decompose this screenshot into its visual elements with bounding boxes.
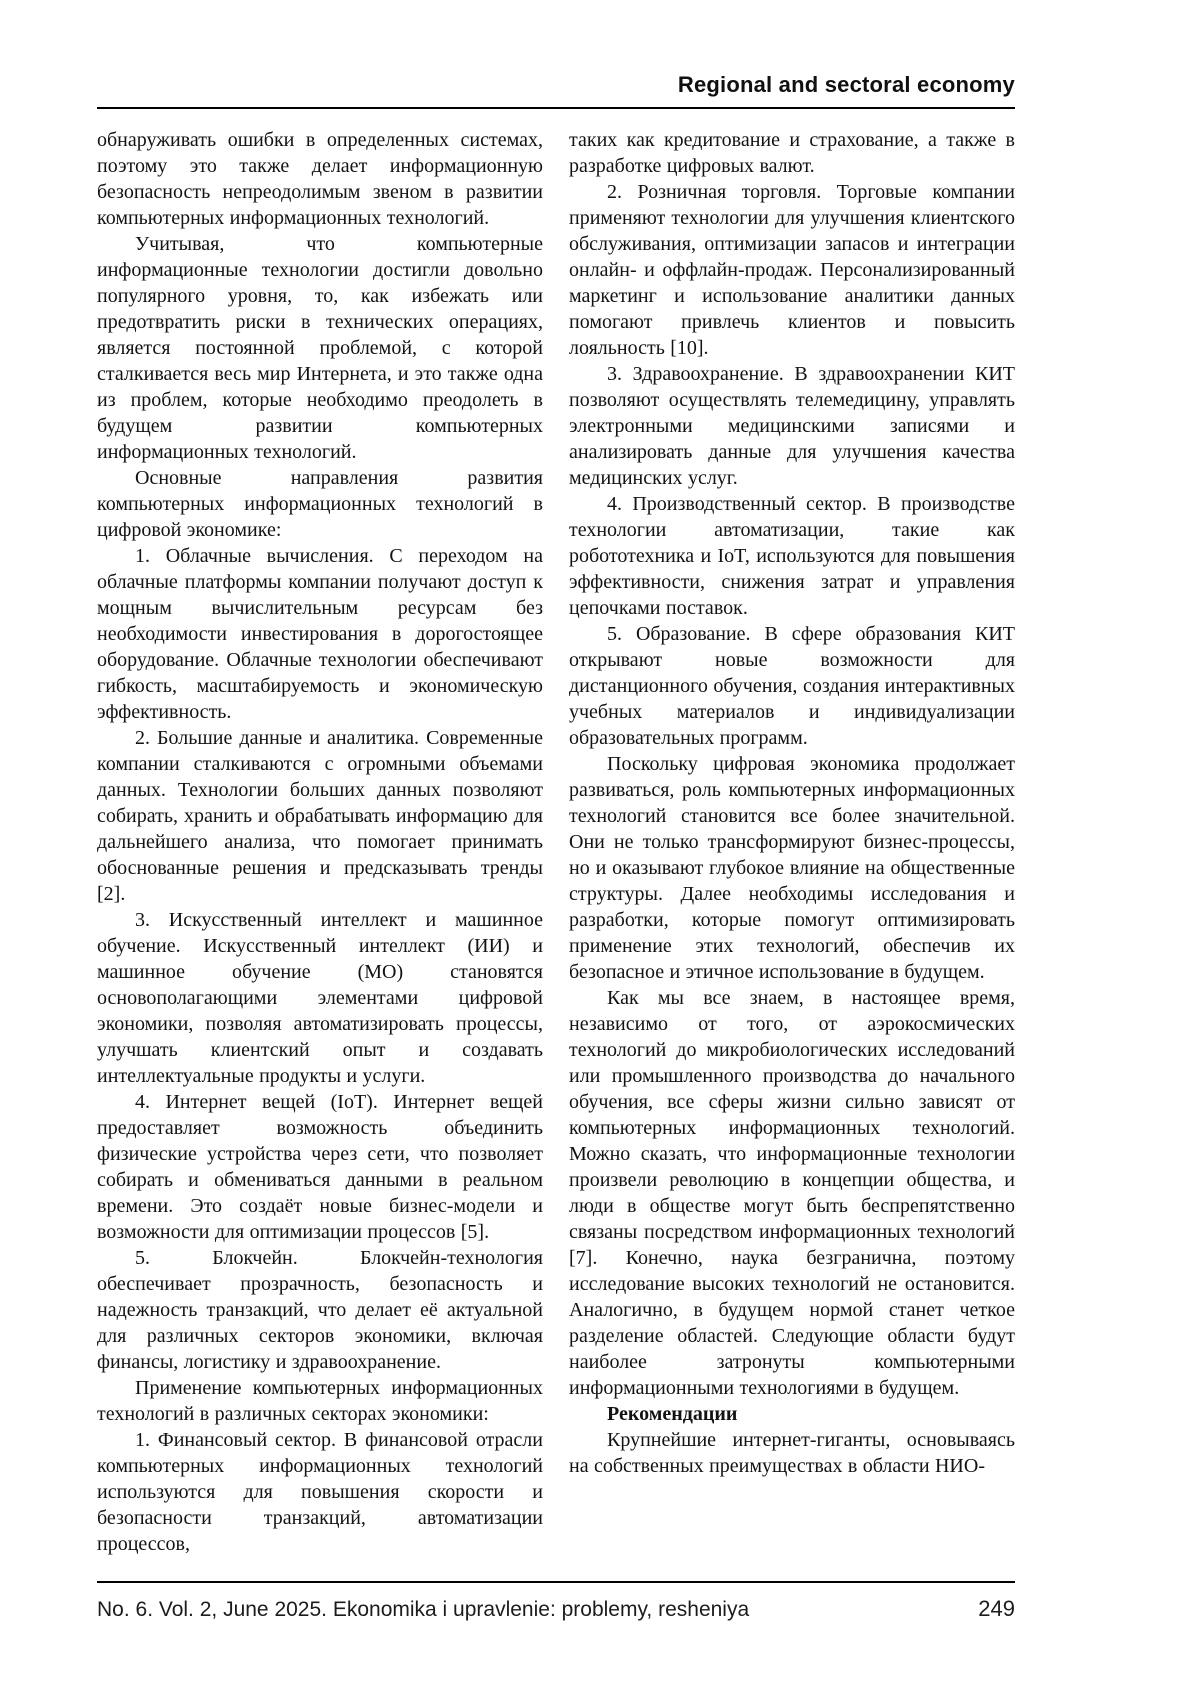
left-column (97, 127, 543, 1557)
list-item-paragraph: 2. Большие данные и аналитика. Современные компании сталкиваются с огромными объемами данных. Технологии больших данных позволяют собирать, хранить и обрабатывать информацию для дальнейшего анализа, что помогает принимать обоснованные решения и предсказывать тренды [2]. (97, 727, 543, 905)
paragraph: Поскольку цифровая экономика продолжает развиваться, роль компьютерных информационных технологий становится все более значительной. Они не только трансформируют бизнес-процессы, но и оказывают глубокое влияние на общественные структуры. Далее необходимы исследования и разработки, которые помогут оптимизировать применение этих технологий, обеспечив их безопасное и этичное использование в будущем. (569, 753, 1015, 983)
running-head: Regional and sectoral economy (677, 72, 1015, 97)
paragraph: Учитывая, что компьютерные информационные технологии достигли довольно популярного уровня, то, как избежать или предотвратить риски в технических операциях, является постоянной проблемой, с которой сталкивается весь мир Интернета, и это также одна из проблем, которые необходимо преодолеть в будущем развитии компьютерных информационных технологий. (97, 233, 543, 463)
list-item-paragraph: 3. Искусственный интеллект и машинное обучение. Искусственный интеллект (ИИ) и машинное обучение (МО) становятся основополагающими элементами цифровой экономики, позволяя автоматизировать процессы, улучшать клиентский опыт и создавать интеллектуальные продукты и услуги. (97, 909, 543, 1087)
article-body (97, 127, 1015, 1557)
paragraph: Основные направления развития компьютерных информационных технологий в цифровой экономике: (97, 467, 543, 541)
list-item-paragraph: 3. Здравоохранение. В здравоохранении КИТ позволяют осуществлять телемедицину, управлять электронными медицинскими записями и анализировать данные для улучшения качества медицинских услуг. (569, 363, 1015, 489)
journal-citation: No. 6. Vol. 2, June 2025. Ekonomika i upravlenie: problemy, resheniya (97, 1598, 750, 1621)
page-footer (97, 1581, 1015, 1622)
paragraph: Применение компьютерных информационных технологий в различных секторах экономики: (97, 1377, 543, 1425)
paragraph: Крупнейшие интернет-гиганты, основываясь на собственных преимуществах в области НИО- (569, 1429, 1015, 1477)
list-item-paragraph: 5. Образование. В сфере образования КИТ открывают новые возможности для дистанционного обучения, создания интерактивных учебных материалов и индивидуализации образовательных программ. (569, 623, 1015, 749)
right-column (569, 127, 1015, 1557)
list-item-paragraph: 4. Интернет вещей (IoT). Интернет вещей предоставляет возможность объединить физические устройства через сети, что позволяет собирать и обмениваться данными в реальном времени. Это создаёт новые бизнес-модели и возможности для оптимизации процессов [5]. (97, 1091, 543, 1243)
paragraph: обнаруживать ошибки в определенных системах, поэтому это также делает информационную безопасность непреодолимым звеном в развитии компьютерных информационных технологий. (97, 129, 543, 229)
list-item-paragraph: 1. Финансовый сектор. В финансовой отрасли компьютерных информационных технологий используются для повышения скорости и безопасности транзакций, автоматизации процессов, (97, 1429, 543, 1555)
paragraph: таких как кредитование и страхование, а также в разработке цифровых валют. (569, 129, 1015, 177)
footer-row (97, 1596, 1015, 1622)
list-item-paragraph: 5. Блокчейн. Блокчейн-технология обеспечивает прозрачность, безопасность и надежность транзакций, что делает её актуальной для различных секторов экономики, включая финансы, логистику и здравоохранение. (97, 1247, 543, 1373)
list-item-paragraph: 1. Облачные вычисления. С переходом на облачные платформы компании получают доступ к мощным вычислительным ресурсам без необходимости инвестирования в дорогостоящее оборудование. Облачные технологии обеспечивают гибкость, масштабируемость и экономическую эффективность. (97, 545, 543, 723)
list-item-paragraph: 2. Розничная торговля. Торговые компании применяют технологии для улучшения клиентского обслуживания, оптимизации запасов и интеграции онлайн- и оффлайн-продаж. Персонализированный маркетинг и использование аналитики данных помогают привлечь клиентов и повысить лояльность [10]. (569, 181, 1015, 359)
page-header (97, 72, 1015, 109)
paragraph: Как мы все знаем, в настоящее время, независимо от того, от аэрокосмических технологий до микробиологических исследований или промышленного производства до начального обучения, все сферы жизни сильно зависят от компьютерных информационных технологий. Можно сказать, что информационные технологии произвели революцию в концепции общества, и люди в обществе могут быть беспрепятственно связаны посредством информационных технологий [7]. Конечно, наука безгранична, поэтому исследование высоких технологий не остановится. Аналогично, в будущем нормой станет четкое разделение областей. Следующие области будут наиболее затронуты компьютерными информационными технологиями в будущем. (569, 987, 1015, 1399)
page-number: 249 (978, 1596, 1015, 1621)
footer-rule (97, 1581, 1015, 1583)
list-item-paragraph: 4. Производственный сектор. В производстве технологии автоматизации, такие как робототехника и IoT, используются для повышения эффективности, снижения затрат и управления цепочками поставок. (569, 493, 1015, 619)
section-heading-recommendations: Рекомендации (607, 1403, 738, 1425)
header-rule (97, 107, 1015, 109)
